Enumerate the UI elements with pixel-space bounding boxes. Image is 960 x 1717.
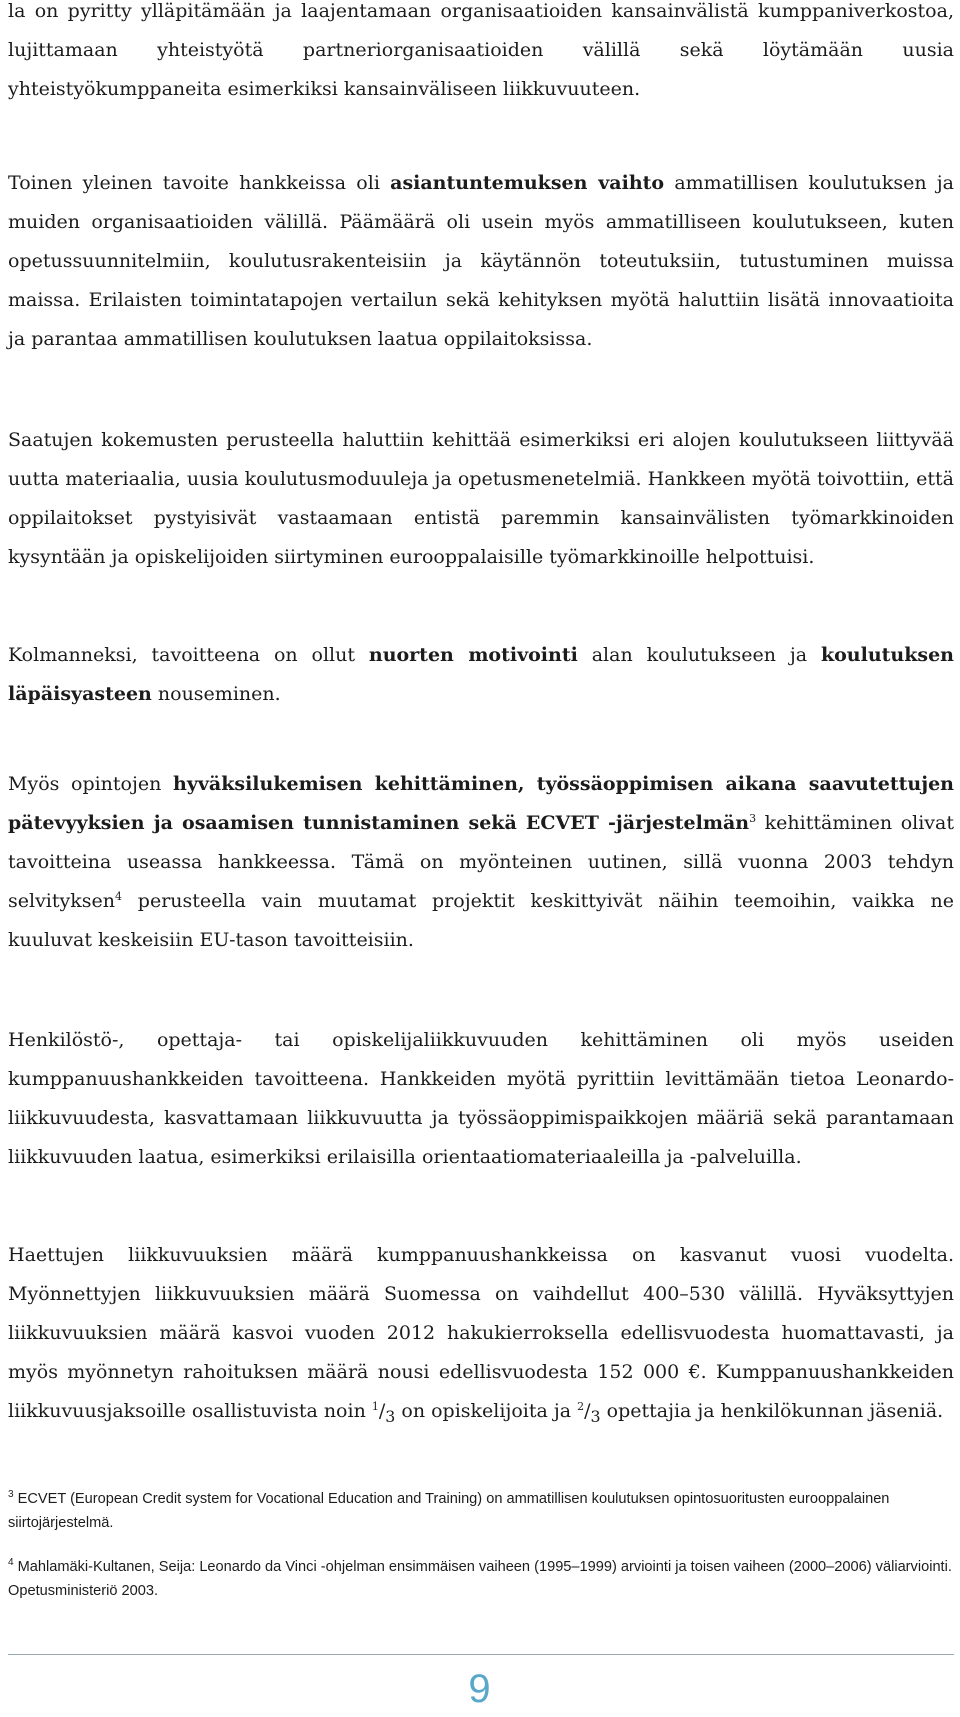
subscript: 3 (385, 1406, 396, 1426)
paragraph-mobility-development (8, 1021, 954, 1177)
text-run: on opiskelijoita ja (395, 1400, 578, 1422)
text-run: Mahlamäki-Kultanen, Seija: Leonardo da Vinci -ohjelman ensimmäisen vaiheen (1995–1999) arviointi ja toisen vaiheen (2000–2006) väliarviointi. Opetusministeriö 2003. (8, 1559, 952, 1599)
bold-emphasis: asiantuntemuksen vaihto (390, 172, 665, 194)
superscript: 4 (115, 890, 122, 903)
text-run: kehittäminen olivat tavoitteina useassa hankkeessa. Tämä on myönteinen uutinen, sillä vuonna 2003 tehdyn selvityksen (8, 812, 954, 912)
footnote-3 (8, 1487, 954, 1535)
paragraph-expertise-exchange (8, 164, 954, 359)
text-run: ammatillisen koulutuksen ja muiden organisaatioiden välillä. Päämäärä oli usein myös ammatilliseen koulutukseen, kuten opetussuunnitelmiin, koulutusrakenteisiin ja käytännön toteutuksiin, tutustuminen muissa maissa. Erilaisten toimintatapojen vertailun sekä kehityksen myötä haluttiin lisätä innovaatioita ja parantaa ammatillisen koulutuksen laatua oppilaitoksissa. (8, 172, 955, 350)
footer-divider (8, 1654, 954, 1655)
text-run: ECVET (European Credit system for Vocational Education and Training) on ammatillisen koulutuksen opintosuoritusten eurooppalainen siirtojärjestelmä. (8, 1491, 890, 1531)
paragraph-recognition-ecvet (8, 765, 954, 960)
bold-emphasis: nuorten motivointi (368, 644, 578, 666)
text-run: nouseminen. (151, 683, 281, 705)
footnote-marker: 4 (8, 1557, 14, 1568)
bold-emphasis: koulutuksen läpäisyasteen (8, 644, 954, 705)
superscript: 3 (749, 812, 757, 825)
text-run: alan koulutukseen ja (577, 644, 821, 666)
text-run: perusteella vain muutamat projektit keskittyivät näihin teemoihin, vaikka ne kuuluvat keskeisiin EU-tason tavoitteisiin. (8, 890, 954, 951)
text-run: Kolmanneksi, tavoitteena on ollut (8, 644, 369, 666)
superscript: 2 (577, 1400, 585, 1413)
text-run: opettajia ja henkilökunnan jäseniä. (600, 1400, 944, 1422)
text-run: Henkilöstö-, opettaja- tai opiskelijaliikkuvuuden kehittäminen oli myös useiden kumppanuushankkeiden tavoitteena. Hankkeiden myötä pyrittiin levittämään tietoa Leonardo-liikkuvuudesta, kasvattamaan liikkuvuutta ja työssäoppimispaikkojen määriä sekä parantamaan liikkuvuuden laatua, esimerkiksi erilaisilla orientaatiomateriaaleilla ja -palveluilla. (8, 1029, 954, 1168)
bold-emphasis: hyväksilukemisen kehittäminen, työssäoppimisen aikana saavutettujen pätevyyksien ja osaamisen tunnistaminen sekä ECVET -järjestelmän (8, 773, 954, 834)
superscript: 1 (371, 1400, 379, 1413)
text-run: / (378, 1400, 386, 1422)
footnote-marker: 3 (8, 1489, 14, 1500)
page-number: 9 (468, 1667, 492, 1711)
text-run: Myös opintojen (8, 773, 173, 795)
subscript: 3 (590, 1406, 601, 1426)
paragraph-materials-development (8, 421, 954, 577)
text-run: Toinen yleinen tavoite hankkeissa oli (8, 172, 391, 194)
paragraph-mobility-statistics (8, 1236, 954, 1436)
text-run: la on pyritty ylläpitämään ja laajentamaan organisaatioiden kansainvälistä kumppaniverkostoa, lujittamaan yhteistyötä partneriorganisaatioiden välillä sekä löytämään uusia yhteistyökumppaneita esimerkiksi kansainväliseen liikkuvuuteen. (8, 0, 954, 100)
text-run: Haettujen liikkuvuuksien määrä kumppanuushankkeissa on kasvanut vuosi vuodelta. Myönnettyjen liikkuvuuksien määrä Suomessa on vaihdellut 400–530 välillä. Hyväksyttyjen liikkuvuuksien määrä kasvoi vuoden 2012 hakukierroksella edellisvuodesta huomattavasti, ja myös myönnetyn rahoituksen määrä nousi edellisvuodesta 152 000 €. Kumppanuushankkeiden liikkuvuusjaksoille osallistuvista noin (8, 1244, 954, 1422)
paragraph-partner-network (8, 0, 954, 109)
text-run: / (584, 1400, 591, 1422)
text-run: Saatujen kokemusten perusteella haluttiin kehittää esimerkiksi eri alojen koulutukseen liittyvää uutta materiaalia, uusia koulutusmoduuleja ja opetusmenetelmiä. Hankkeen myötä toivottiin, että oppilaitokset pystyisivät vastaamaan entistä paremmin kansainvälisten työmarkkinoiden kysyntään ja opiskelijoiden siirtyminen eurooppalaisille työmarkkinoille helpottuisi. (8, 429, 954, 568)
footnote-4 (8, 1555, 954, 1603)
paragraph-youth-motivation (8, 636, 954, 714)
